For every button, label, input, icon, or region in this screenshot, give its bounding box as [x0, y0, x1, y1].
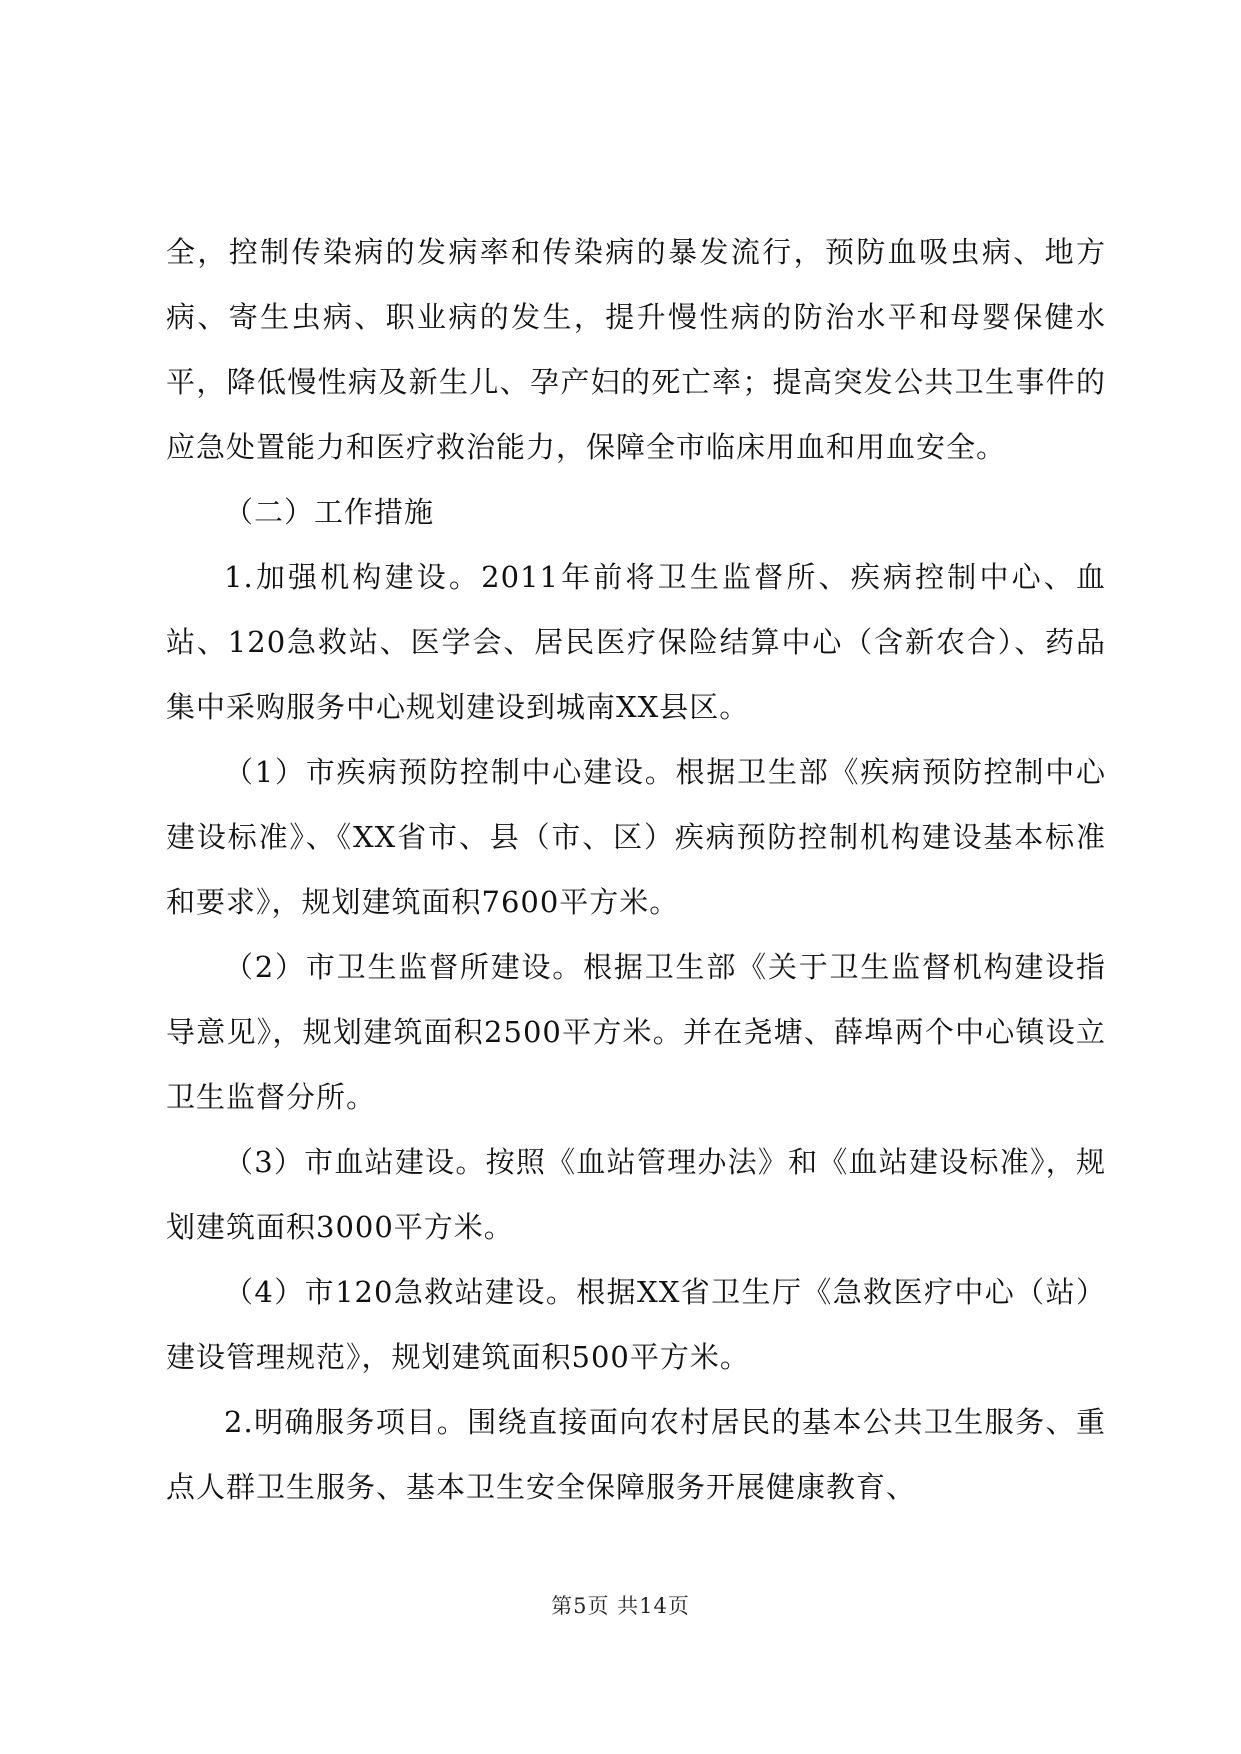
page-footer — [0, 1590, 1241, 1620]
paragraph-institution-building: 1.加强机构建设。2011年前将卫生监督所、疾病控制中心、血站、120急救站、医学会、居民医疗保险结算中心（含新农合）、药品集中采购服务中心规划建设到城南XX县区。 — [166, 560, 1106, 724]
paragraph-blood-station: （3）市血站建设。按照《血站管理办法》和《血站建设标准》，规划建筑面积3000平方米。 — [166, 1145, 1106, 1244]
section-heading-measures: （二）工作措施 — [224, 495, 435, 529]
paragraph-continuation: 全，控制传染病的发病率和传染病的暴发流行，预防血吸虫病、地方病、寄生虫病、职业病的发生，提升慢性病的防治水平和母婴保健水平，降低慢性病及新生儿、孕产妇的死亡率；提高突发公共卫生事件的应急处置能力和医疗救治能力，保障全市临床用血和用血安全。 — [166, 235, 1106, 464]
document-body — [166, 220, 1106, 1520]
paragraph-cdc-construction: （1）市疾病预防控制中心建设。根据卫生部《疾病预防控制中心建设标准》、《XX省市、县（市、区）疾病预防控制机构建设基本标准和要求》，规划建筑面积7600平方米。 — [166, 755, 1106, 919]
page-number: 第5页 共14页 — [551, 1594, 690, 1618]
paragraph-health-supervision: （2）市卫生监督所建设。根据卫生部《关于卫生监督机构建设指导意见》，规划建筑面积2500平方米。并在尧塘、薛埠两个中心镇设立卫生监督分所。 — [166, 950, 1106, 1114]
paragraph-emergency-station: （4）市120急救站建设。根据XX省卫生厅《急救医疗中心（站）建设管理规范》，规划建筑面积500平方米。 — [166, 1275, 1106, 1374]
paragraph-service-items: 2.明确服务项目。围绕直接面向农村居民的基本公共卫生服务、重点人群卫生服务、基本卫生安全保障服务开展健康教育、 — [166, 1405, 1106, 1504]
